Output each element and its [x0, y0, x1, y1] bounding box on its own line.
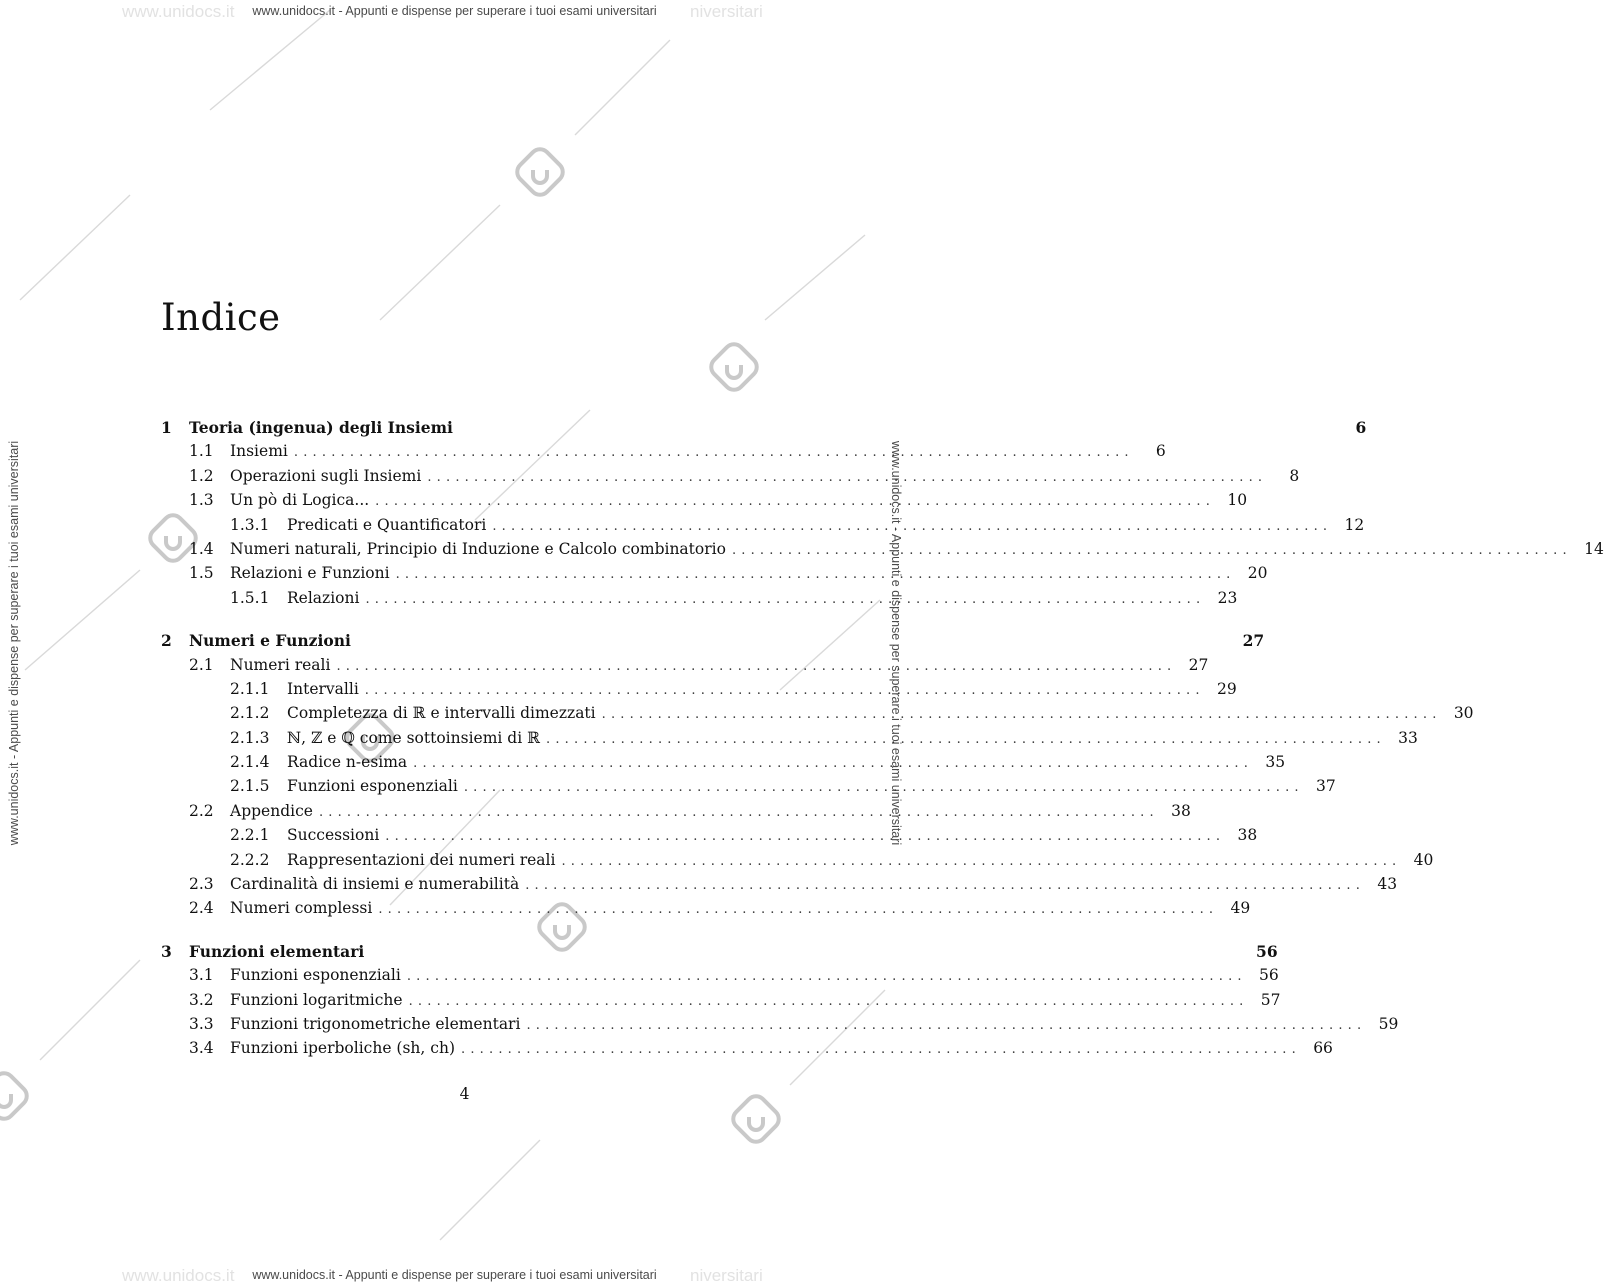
toc-number: 1.3 — [189, 491, 214, 510]
toc-subsection-row[interactable] — [161, 588, 1238, 613]
toc-label: Numeri complessi — [230, 899, 373, 918]
page-number: 4 — [459, 1085, 470, 1103]
toc-subsection-row[interactable] — [161, 679, 1237, 704]
toc-number: 2 — [161, 631, 172, 651]
toc-subsection-row[interactable] — [161, 728, 1418, 753]
toc-label: Operazioni sugli Insiemi — [230, 466, 422, 485]
toc-label: Funzioni esponenziali — [287, 777, 458, 796]
toc-label: Un pò di Logica... — [230, 491, 370, 510]
toc-label: Numeri reali — [230, 655, 331, 674]
toc-page-number: 38 — [1237, 826, 1258, 845]
toc-number: 2.1.4 — [230, 753, 270, 772]
toc-leader-dots: .......................................................................................... — [395, 567, 1236, 583]
toc-label: Rappresentazioni dei numeri reali — [287, 850, 556, 869]
toc-page-number: 59 — [1378, 1014, 1399, 1033]
watermark-ghost-right-bottom: niversitari — [690, 1266, 763, 1285]
toc-leader-dots: .......................................................................................... — [731, 542, 1572, 558]
watermark-ghost-right: niversitari — [690, 2, 763, 21]
toc-page-number: 29 — [1216, 679, 1237, 698]
toc-number: 1.5 — [189, 564, 214, 583]
toc-section-row[interactable] — [161, 539, 1604, 564]
toc-leader-dots: .......................................................................................... — [461, 1042, 1301, 1058]
toc-page-number: 33 — [1398, 728, 1418, 747]
toc-subsection-row[interactable] — [161, 704, 1474, 728]
toc-number: 2.4 — [189, 899, 214, 918]
toc-page-number: 27 — [1188, 655, 1209, 674]
toc-leader-dots: .......................................................................................... — [492, 518, 1333, 534]
toc-page-number: 14 — [1584, 539, 1604, 558]
toc-subsection-row[interactable] — [161, 753, 1286, 777]
toc-page-number: 23 — [1217, 588, 1238, 607]
toc-section-row[interactable] — [161, 1014, 1399, 1039]
toc-number: 1.2 — [189, 466, 214, 485]
toc-leader-dots: .......................................................................................... — [385, 829, 1226, 845]
toc-label: Relazioni — [287, 588, 360, 607]
toc-page-number: 6 — [1355, 418, 1367, 437]
toc-page-number: 49 — [1230, 899, 1251, 918]
toc-page-number: 8 — [1289, 466, 1300, 485]
toc-label: Teoria (ingenua) degli Insiemi — [189, 418, 453, 437]
toc-leader-dots: .......................................................................................... — [463, 780, 1304, 796]
toc-page-number: 66 — [1313, 1039, 1333, 1058]
watermark-ghost-left: www.unidocs.it — [122, 2, 235, 21]
toc-section-row[interactable] — [161, 491, 1248, 515]
toc-number: 3.4 — [189, 1039, 214, 1058]
toc-number: 2.1.2 — [230, 704, 270, 723]
toc-label: Cardinalità di insiemi e numerabilità — [230, 875, 520, 894]
toc-label: Completezza di ℝ e intervalli dimezzati — [287, 704, 596, 723]
toc-number: 1.3.1 — [230, 515, 270, 534]
toc-number: 2.3 — [189, 875, 214, 894]
toc-section-row[interactable] — [161, 655, 1209, 680]
toc-page-number: 30 — [1453, 704, 1474, 723]
toc-leader-dots: .......................................................................................... — [427, 469, 1268, 485]
toc-leader-dots: .......................................................................................... — [378, 902, 1219, 918]
toc-label: Insiemi — [230, 442, 288, 461]
toc-number: 2.2 — [189, 801, 214, 820]
toc-label: Predicati e Quantificatori — [287, 515, 487, 534]
toc-subsection-row[interactable] — [161, 515, 1365, 540]
toc-section-row[interactable] — [161, 442, 1166, 466]
toc-leader-dots: .......................................................................................... — [408, 993, 1249, 1009]
toc-section-row[interactable] — [161, 466, 1300, 491]
toc-number: 2.1.1 — [230, 679, 270, 698]
toc-page-number: 10 — [1227, 491, 1248, 510]
toc-leader-dots: .......................................................................................... — [601, 707, 1442, 723]
toc-label: Successioni — [287, 826, 380, 845]
toc-number: 3.1 — [189, 966, 214, 985]
toc-leader-dots: .......................................................................................... — [336, 658, 1177, 674]
toc-label: Funzioni esponenziali — [230, 966, 401, 985]
toc-page-number: 56 — [1256, 941, 1278, 961]
toc-label: Numeri naturali, Principio di Induzione e Calcolo combinatorio — [230, 539, 726, 558]
toc-page-number: 12 — [1344, 515, 1365, 534]
toc-number: 3 — [161, 941, 172, 961]
toc-section-row[interactable] — [161, 1039, 1333, 1063]
toc-leader-dots: .......................................................................................... — [561, 853, 1402, 869]
toc-page-number: 38 — [1171, 801, 1191, 820]
toc-number: 3.3 — [189, 1014, 214, 1033]
watermark-vertical-left: www.unidocs.it - Appunti e dispense per superare i tuoi esami universitari — [7, 440, 21, 846]
toc-section-row[interactable] — [161, 564, 1268, 588]
toc-chapter-row[interactable] — [161, 418, 1367, 442]
toc-label: ℕ, ℤ e ℚ come sottoinsiemi di ℝ — [287, 728, 540, 747]
toc-number: 1 — [161, 418, 172, 437]
toc-leader-dots: .......................................................................................... — [545, 731, 1386, 747]
toc-section-row[interactable] — [161, 801, 1191, 826]
toc-label: Numeri e Funzioni — [189, 631, 351, 651]
toc-page-number: 37 — [1316, 777, 1336, 796]
toc-subsection-row[interactable] — [161, 850, 1434, 875]
toc-number: 1.1 — [189, 442, 214, 461]
toc-number: 2.1 — [189, 655, 214, 674]
toc-number: 2.2.1 — [230, 826, 270, 845]
toc-leader-dots: .......................................................................................... — [365, 591, 1206, 607]
page-title: Indice — [161, 296, 281, 339]
toc-leader-dots: .......................................................................................... — [375, 494, 1216, 510]
toc-number: 2.1.5 — [230, 777, 270, 796]
toc-leader-dots: .......................................................................................... — [525, 878, 1366, 894]
toc-subsection-row[interactable] — [161, 777, 1336, 801]
toc-label: Intervalli — [287, 679, 359, 698]
toc-page-number: 57 — [1260, 990, 1281, 1009]
toc-page-number: 35 — [1265, 753, 1286, 772]
toc-leader-dots: .......................................................................................... — [413, 756, 1254, 772]
toc-section-row[interactable] — [161, 990, 1281, 1015]
toc-page-number: 43 — [1377, 875, 1398, 894]
toc-label: Radice n-esima — [287, 753, 408, 772]
toc-section-row[interactable] — [161, 966, 1279, 990]
toc-label: Funzioni trigonometriche elementari — [230, 1014, 521, 1033]
toc-section-row[interactable] — [161, 899, 1251, 923]
toc-number: 1.4 — [189, 539, 214, 558]
toc-leader-dots: .......................................................................................... — [406, 969, 1247, 985]
toc-leader-dots: .......................................................................................... — [318, 804, 1159, 820]
toc-label: Funzioni logaritmiche — [230, 990, 403, 1009]
watermark-vertical-right: www.unidocs.it - Appunti e dispense per superare i tuoi esami universitari — [889, 440, 903, 846]
toc-section-row[interactable] — [161, 875, 1398, 899]
toc-page-number: 40 — [1413, 850, 1434, 869]
toc-page-number: 27 — [1242, 631, 1265, 651]
toc-leader-dots: .......................................................................................... — [364, 682, 1205, 698]
toc-page-number: 56 — [1259, 966, 1279, 985]
toc-page-number: 20 — [1247, 564, 1268, 583]
toc-number: 3.2 — [189, 990, 214, 1009]
toc-label: Relazioni e Funzioni — [230, 564, 390, 583]
toc-subsection-row[interactable] — [161, 826, 1258, 850]
toc-label: Funzioni elementari — [189, 941, 365, 961]
toc-label: Appendice — [230, 801, 313, 820]
toc-number: 2.2.2 — [230, 850, 270, 869]
watermark-banner-top: www.unidocs.it - Appunti e dispense per superare i tuoi esami universitari — [252, 4, 657, 18]
toc-number: 1.5.1 — [230, 588, 270, 607]
watermark-banner-bottom: www.unidocs.it - Appunti e dispense per superare i tuoi esami universitari — [252, 1268, 657, 1282]
toc-label: Funzioni iperboliche (sh, ch) — [230, 1039, 455, 1058]
toc-leader-dots: .......................................................................................... — [293, 445, 1134, 461]
toc-leader-dots: .......................................................................................... — [526, 1017, 1367, 1033]
toc-chapter-row[interactable] — [161, 941, 1278, 966]
toc-number: 2.1.3 — [230, 728, 270, 747]
toc-chapter-row[interactable] — [161, 631, 1265, 655]
toc-page-number: 6 — [1155, 442, 1166, 461]
watermark-ghost-left-bottom: www.unidocs.it — [122, 1266, 235, 1285]
